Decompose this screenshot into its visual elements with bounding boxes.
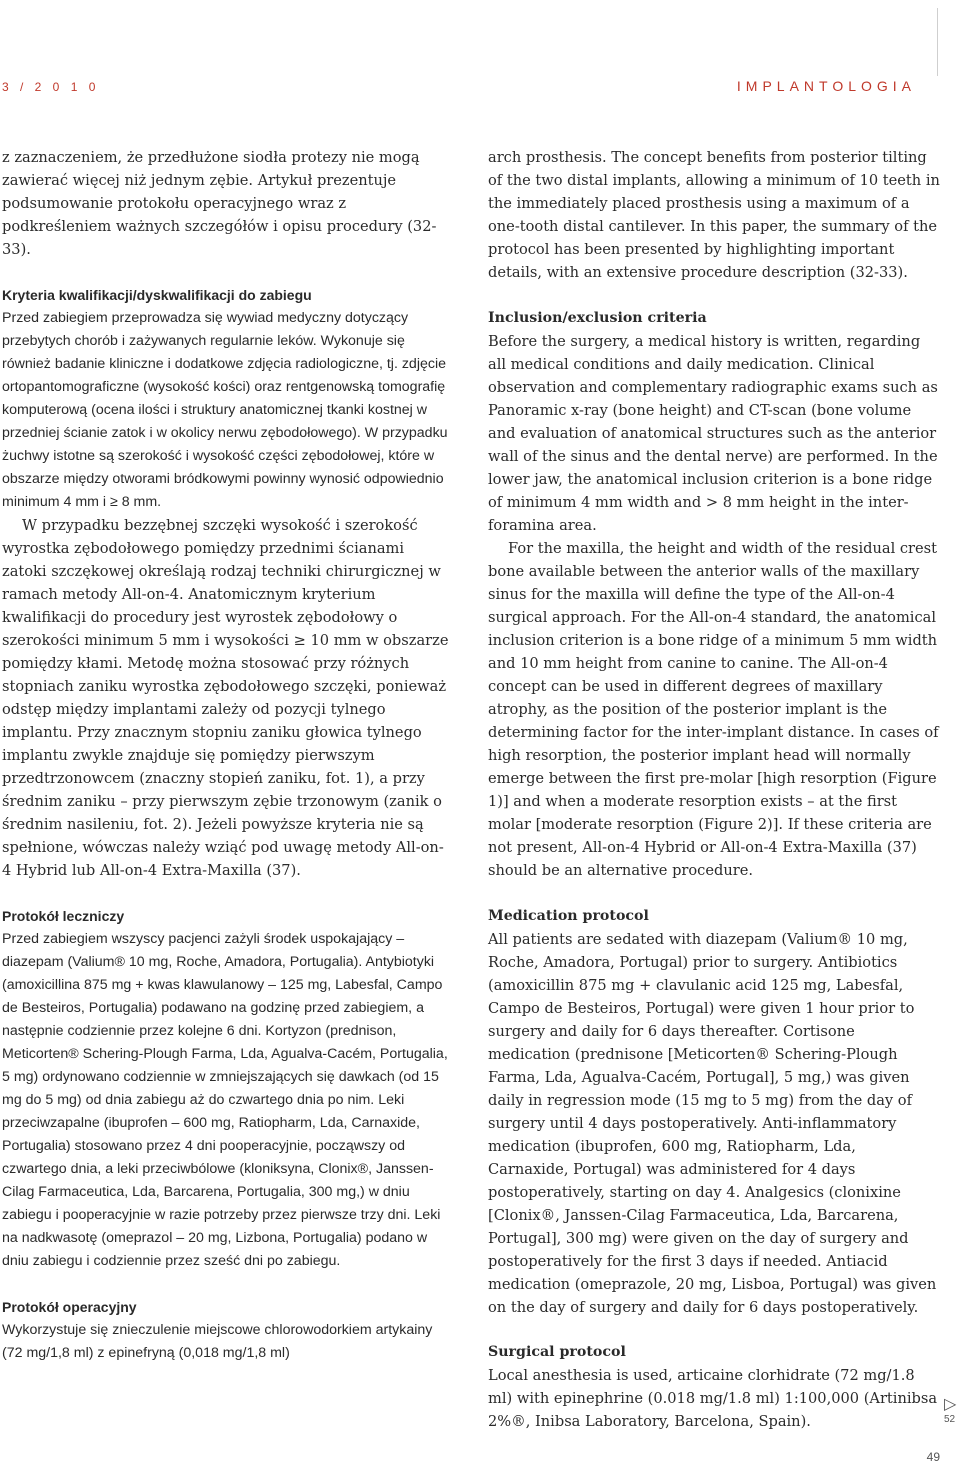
- polish-intro: z zaznaczeniem, że przedłużone siodła protezy nie mogą zawierać więcej niż jednym zębie. Artykuł prezentuje podsumowanie protokołu operacyjnego wraz z podkreśleniem ważnych szczegółów i opisu procedury (32-33).: [2, 149, 437, 258]
- polish-column: [2, 146, 452, 1365]
- polish-criteria-paragraph-2: W przypadku bezzębnej szczęki wysokość i szerokość wyrostka zębodołowego pomiędzy przednimi ścianami zatoki szczękowej określają rodzaj techniki chirurgicznej w ramach metody All-on-4. Anatomicznym kryterium kwalifikacji do procedury jest wyrostek zębodołowy o szerokości minimum 5 mm i wysokości ≥ 10 mm w obszarze pomiędzy kłami. Metodę można stosować przy różnych stopniach zaniku wyrostka zębodołowego szczęki, ponieważ odstęp między implantami zależy od pozycji tylnego implantu. Przy znacznym stopniu zaniku głowica tylnego implantu zwykle znajduje się pomiędzy pierwszym przedtrzonowcem (znaczny stopień zaniku, fot. 1), a przy średnim zaniku – przy pierwszym zębie trzonowym (zanik o średnim nasileniu, fot. 2). Jeżeli powyższe kryteria nie są spełnione, wówczas należy wziąć pod uwagę metody All-on-4 Hybrid lub All-on-4 Extra-Maxilla (37).: [2, 517, 449, 879]
- page-number: 49: [926, 1450, 940, 1464]
- english-criteria-paragraph-1: Before the surgery, a medical history is written, regarding all medical conditions and daily medication. Clinical observation and complementary radiographic exams such as Panoramic x-ray (bone height) and CT-scan (bone volume and evaluation of anatomical structures such as the anterior wall of the sinus and the dental nerve) are performed. In the lower jaw, the anatomical inclusion criterion is a bone ridge of minimum 4 mm width and > 8 mm height in the inter-foramina area.: [488, 333, 938, 534]
- english-column: [488, 146, 940, 1433]
- header-divider: [937, 8, 938, 76]
- polish-operative-paragraph: Wykorzystuje się znieczulenie miejscowe chlorowodorkiem artykainy (72 mg/1,8 ml) z epinefryną (0,018 mg/1,8 ml): [2, 1322, 433, 1361]
- english-intro: arch prosthesis. The concept benefits from posterior tilting of the two distal implants, allowing a minimum of 10 teeth in the immediately placed prosthesis using a maximum of a one-tooth distal cantilever. In this paper, the summary of the protocol has been presented by highlighting important details, with an extensive procedure description (32-33).: [488, 149, 940, 281]
- polish-criteria-paragraph-1: Przed zabiegiem przeprowadza się wywiad medyczny dotyczący przebytych chorób i zażywanych regularnie leków. Wykonuje się również badanie kliniczne i dodatkowe zdjęcia radiologiczne, tj. zdjęcie ortopantomograficzne (wysokość kości) oraz rentgenowską tomografię komputerową (ocena ilości i struktury anatomicznej tkanki kostnej w przedniej ścianie zatok i w okolicy nerwu zębodołowego). W przypadku żuchwy istotne są szerokość i wysokość części zębodołowej, które w obszarze między otworami bródkowymi powinny wynosić odpowiednio minimum 4 mm i ≥ 8 mm.: [2, 310, 448, 510]
- english-criteria-paragraph-2: For the maxilla, the height and width of the residual crest bone available between the anterior walls of the maxillary sinus for the maxilla will define the type of the All-on-4 surgical approach. For the All-on-4 standard, the anatomical inclusion criterion is a bone ridge of a minimum 5 mm width and 10 mm height from canine to canine. The All-on-4 concept can be used in different degrees of maxillary atrophy, as the position of the posterior implant is the determining factor for the inter-implant distance. In cases of high resorption, the posterior implant head will normally emerge between the first pre-molar [high resorption (Figure 1)] and when a moderate resorption exists – at the first molar [moderate resorption (Figure 2)]. If these criteria are not present, All-on-4 Hybrid or All-on-4 Extra-Maxilla (37) should be an alternative procedure.: [488, 540, 939, 879]
- english-surgical-paragraph: Local anesthesia is used, articaine clorhidrate (72 mg/1.8 ml) with epinephrine (0.018 mg/1.8 ml) 1:100,000 (Artinibsa 2%®, Inibsa Laboratory, Barcelona, Spain).: [488, 1367, 938, 1430]
- continue-arrow-icon[interactable]: ▷: [944, 1396, 957, 1413]
- english-surgical-heading: Surgical protocol: [488, 1344, 626, 1360]
- english-medication-heading: Medication protocol: [488, 908, 649, 924]
- issue-label: 3 / 2 0 1 0: [2, 80, 100, 94]
- english-criteria-heading: Inclusion/exclusion criteria: [488, 310, 707, 326]
- polish-protocol-heading: Protokół leczniczy: [2, 908, 125, 924]
- polish-protocol-paragraph: Przed zabiegiem wszyscy pacjenci zażyli środek uspokajający – diazepam (Valium® 10 mg, Roche, Amadora, Portugalia). Antybiotyki (amoxicillina 875 mg + kwas klawulanowy – 125 mg, Labesfal, Campo de Besteiros, Portugalia) podawano na godzinę przed zabiegiem, a następnie codziennie przez kolejne 6 dni. Kortyzon (prednison, Meticorten® Schering-Plough Farma, Lda, Agualva-Cacém, Portugalia, 5 mg) ordynowano codziennie w zmniejszających się dawkach (od 15 mg do 5 mg) od dnia zabiegu aż do czwartego dnia po nim. Leki przeciwzapalne (ibuprofen – 600 mg, Ratiopharm, Lda, Carnaxide, Portugalia) stosowano przez 4 dni pooperacyjnie, począwszy od czwartego dnia, a leki przeciwbólowe (kloniksyna, Clonix®, Janssen-Cilag Farmaceutica, Lda, Barcarena, Portugalia, 300 mg,) w dniu zabiegu i pooperacyjnie w razie potrzeby przez pierwsze trzy dni. Leki na nadkwasotę (omeprazol – 20 mg, Lizbona, Portugalia) podano w dniu zabiegu i codziennie przez sześć dni po zabiegu.: [2, 931, 448, 1269]
- journal-title: IMPLANTOLOGIA: [736, 78, 916, 94]
- polish-operative-heading: Protokół operacyjny: [2, 1299, 137, 1315]
- polish-criteria-heading: Kryteria kwalifikacji/dyskwalifikacji do zabiegu: [2, 287, 312, 303]
- english-medication-paragraph: All patients are sedated with diazepam (Valium® 10 mg, Roche, Amadora, Portugal) prior to surgery. Antibiotics (amoxicillin 875 mg + clavulanic acid 125 mg, Labesfal, Campo de Besteiros, Portugal) were given 1 hour prior to surgery and daily for 6 days thereafter. Cortisone medication (prednisone [Meticorten® Schering-Plough Farma, Lda, Agualva-Cacém, Portugal], 5 mg,) was given daily in regression mode (15 mg to 5 mg) from the day of surgery until 4 days postoperatively. Anti-inflammatory medication (ibuprofen, 600 mg, Ratiopharm, Lda, Carnaxide, Portugal) was administered for 4 days postoperatively, starting on day 4. Analgesics (clonixine [Clonix®, Janssen-Cilag Farmaceutica, Lda, Barcarena, Portugal], 300 mg) were given on the day of surgery and postoperatively for the first 3 days if needed. Antiacid medication (omeprazole, 20 mg, Lisboa, Portugal) was given on the day of surgery and daily for 6 days postoperatively.: [488, 931, 937, 1316]
- continued-on-page: 52: [944, 1414, 956, 1425]
